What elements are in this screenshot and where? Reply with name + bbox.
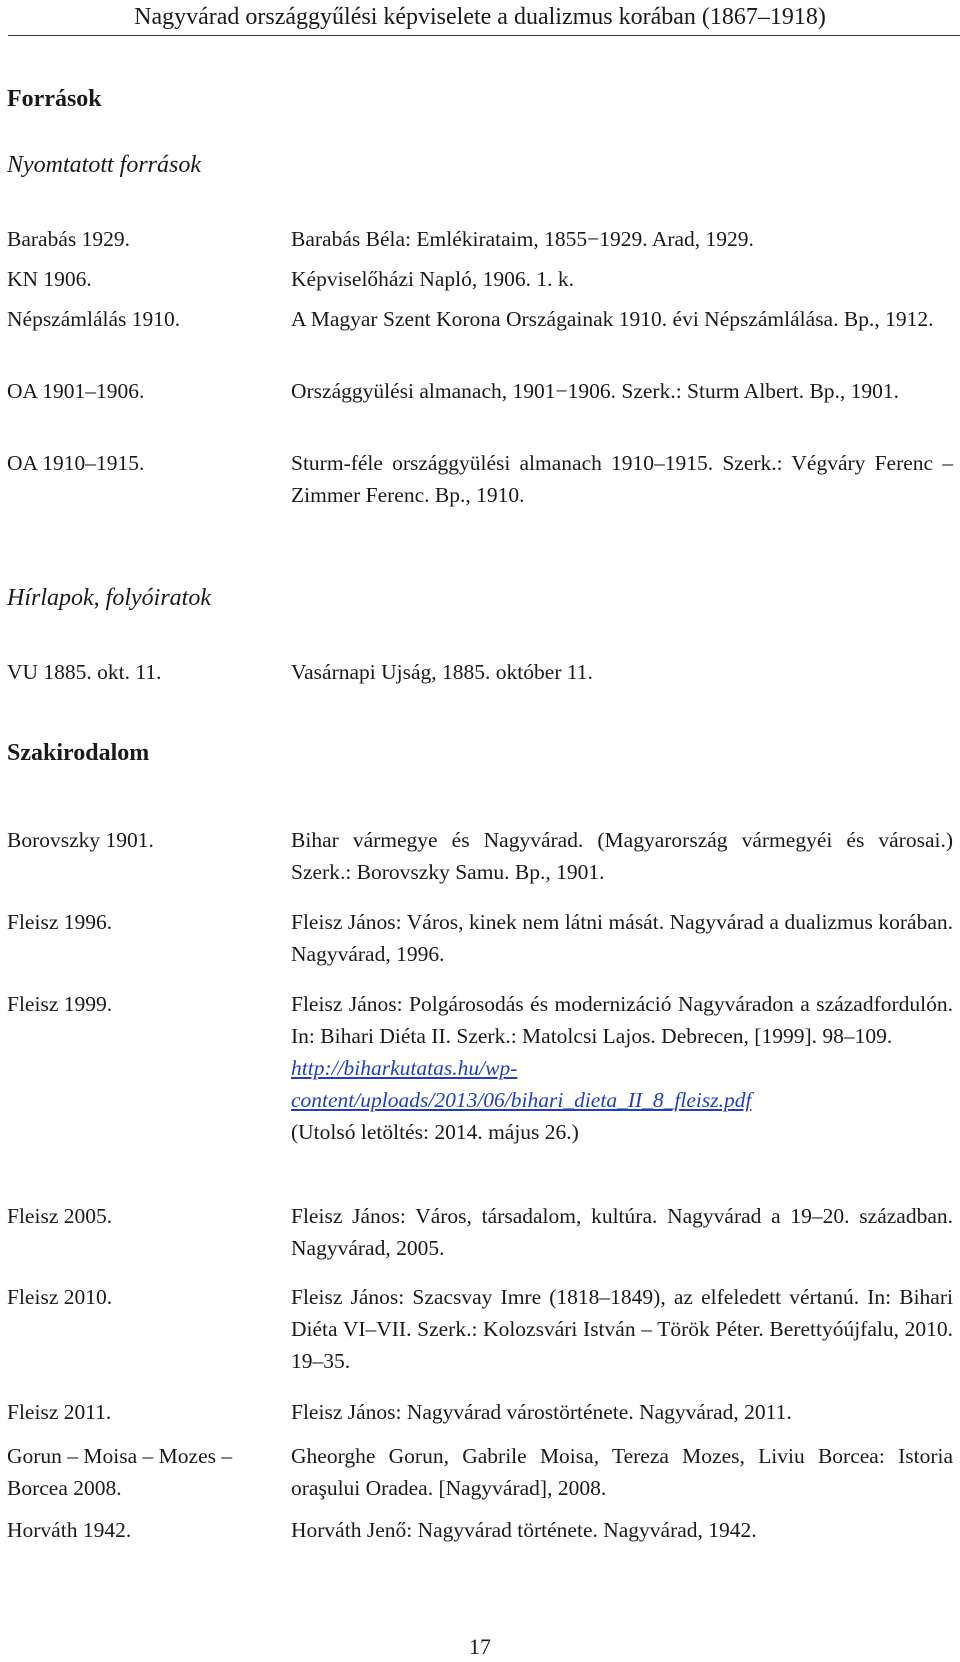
bib-reference: Fleisz János: Szacsvay Imre (1818–1849), az elfeledett vértanú. In: Bihari Diéta VI–VII. Szerk.: Kolozsvári István – Török Péter. Berettyóújfalu, 2010. 19–35. (291, 1285, 953, 1373)
bib-reference: Gheorghe Gorun, Gabrile Moisa, Tereza Mozes, Liviu Borcea: Istoria oraşului Oradea. [Nagyvárad], 2008. (291, 1444, 953, 1500)
running-header: Nagyvárad országgyűlési képviselete a dualizmus korában (1867–1918) (134, 4, 826, 30)
bib-entry (7, 1396, 953, 1428)
bib-key: Fleisz 1996. (7, 910, 113, 934)
bib-key: Fleisz 1999. (7, 992, 113, 1016)
section-title-szakirodalom: Szakirodalom (7, 740, 150, 766)
bib-reference: A Magyar Szent Korona Országainak 1910. évi Népszámlálása. Bp., 1912. (291, 307, 934, 331)
bib-reference: Képviselőházi Napló, 1906. 1. k. (291, 267, 575, 291)
bib-reference-block (291, 988, 953, 1148)
bib-key: Barabás 1929. (7, 227, 130, 251)
bib-reference: Fleisz János: Város, társadalom, kultúra. Nagyvárad a 19–20. században. Nagyvárad, 2005. (291, 1204, 953, 1260)
bib-key: Gorun – Moisa – Mozes – Borcea 2008. (7, 1444, 233, 1500)
bib-key: OA 1901–1906. (7, 379, 145, 403)
bib-key: Borovszky 1901. (7, 828, 154, 852)
bib-entry (7, 223, 953, 255)
bib-entry (7, 1200, 953, 1264)
bib-entry (7, 303, 953, 335)
bib-key: Népszámlálás 1910. (7, 307, 181, 331)
bib-reference: Sturm-féle országgyülési almanach 1910–1915. Szerk.: Végváry Ferenc – Zimmer Ferenc. Bp., 1910. (291, 451, 953, 507)
bib-reference: Fleisz János: Polgárosodás és modernizáció Nagyváradon a századfordulón. In: Bihari Diéta II. Szerk.: Matolcsi Lajos. Debrecen, [1999]. 98–109. (291, 992, 953, 1048)
subsection-title-nyomtatott: Nyomtatott források (7, 152, 202, 178)
bib-entry (7, 988, 953, 1148)
bib-key: Fleisz 2011. (7, 1400, 112, 1424)
bib-entry (7, 1514, 953, 1546)
reference-url-link[interactable]: http://biharkutatas.hu/wp-content/uploads/2013/06/bihari_dieta_II_8_fleisz.pdf (291, 1056, 752, 1112)
bib-entry (7, 375, 953, 407)
bib-key: Fleisz 2010. (7, 1285, 113, 1309)
bib-key: Horváth 1942. (7, 1518, 132, 1542)
bib-entry (7, 906, 953, 970)
bib-reference: Barabás Béla: Emlékirataim, 1855−1929. Arad, 1929. (291, 227, 754, 251)
bib-key: KN 1906. (7, 267, 92, 291)
bib-entry (7, 1281, 953, 1377)
section-title-forrasok: Források (7, 86, 102, 112)
page-number: 17 (469, 1634, 491, 1659)
bib-reference: Bihar vármegye és Nagyvárad. (Magyarország vármegyéi és városai.) Szerk.: Borovszky Samu. Bp., 1901. (291, 828, 953, 884)
bib-entry (7, 656, 953, 688)
bib-entry (7, 1440, 953, 1504)
bib-entry (7, 824, 953, 888)
bib-reference: Fleisz János: Nagyvárad várostörténete. Nagyvárad, 2011. (291, 1400, 792, 1424)
bib-entry (7, 447, 953, 511)
bib-reference: Fleisz János: Város, kinek nem látni mását. Nagyvárad a dualizmus korában. Nagyvárad, 1996. (291, 910, 953, 966)
subsection-title-hirlapok: Hírlapok, folyóiratok (7, 585, 211, 611)
bib-key: VU 1885. okt. 11. (7, 660, 162, 684)
bib-key: Fleisz 2005. (7, 1204, 113, 1228)
header-rule (8, 35, 960, 36)
bib-reference: Horváth Jenő: Nagyvárad története. Nagyvárad, 1942. (291, 1518, 757, 1542)
bib-entry (7, 263, 953, 295)
bib-reference: Országgyülési almanach, 1901−1906. Szerk.: Sturm Albert. Bp., 1901. (291, 379, 900, 403)
last-accessed-note: (Utolsó letöltés: 2014. május 26.) (291, 1120, 579, 1144)
bib-key: OA 1910–1915. (7, 451, 145, 475)
bib-reference: Vasárnapi Ujság, 1885. október 11. (291, 660, 593, 684)
